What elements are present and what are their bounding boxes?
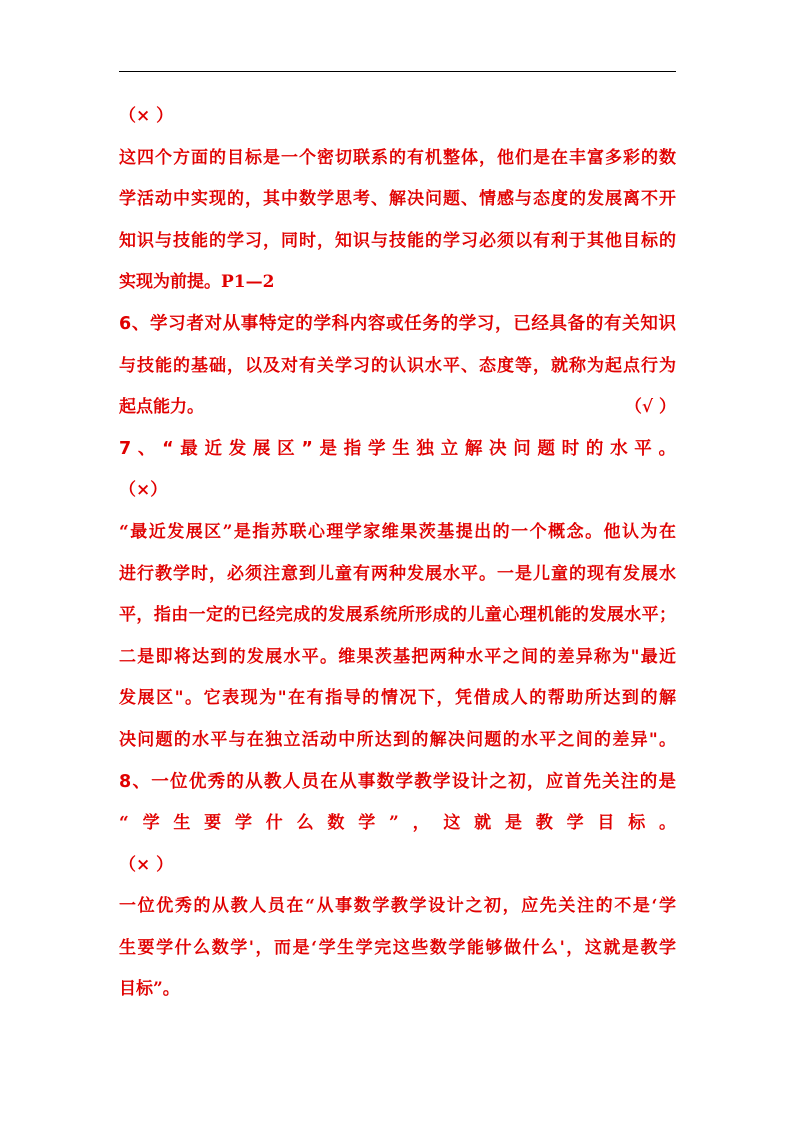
- q8-explanation-line-2: 生要学什么数学'，而是‘学生学完这些数学能够做什么'，这就是教学: [119, 937, 676, 958]
- q5-explanation-line-2: 学活动中实现的，其中数学思考、解决问题、情感与态度的发展离不开: [119, 189, 676, 210]
- q7-explanation-line-6: 决问题的水平与在独立活动中所达到的解决问题的水平之间的差异"。: [119, 729, 676, 750]
- q5-answer-mark: （× ）: [119, 106, 174, 126]
- header-rule: [119, 71, 676, 72]
- q6-answer-mark: （√ ）: [624, 397, 676, 418]
- q7-explanation-line-4: 二是即将达到的发展水平。维果茨基把两种水平之间的差异称为"最近: [119, 646, 676, 667]
- q7-explanation-line-2: 进行教学时，必须注意到儿童有两种发展水平。一是儿童的现有发展水: [119, 563, 676, 584]
- q8-explanation-line-1: 一位优秀的从教人员在“从事数学教学设计之初，应先关注的不是‘学: [119, 896, 676, 917]
- q7-explanation-line-3: 平，指由一定的已经完成的发展系统所形成的儿童心理机能的发展水平；: [119, 605, 676, 626]
- question-8-line-1: 8、一位优秀的从教人员在从事数学教学设计之初，应首先关注的是: [119, 771, 676, 792]
- q8-answer-mark: （× ）: [119, 854, 174, 875]
- q7-explanation-line-1: “最近发展区”是指苏联心理学家维果茨基提出的一个概念。他认为在: [119, 521, 676, 542]
- question-6-line-1: 6、学习者对从事特定的学科内容或任务的学习，已经具备的有关知识: [119, 313, 676, 334]
- q7-explanation-line-5: 发展区"。它表现为"在有指导的情况下，凭借成人的帮助所达到的解: [119, 688, 676, 709]
- question-6-line-2: 与技能的基础，以及对有关学习的认识水平、态度等，就称为起点行为: [119, 355, 676, 376]
- document-body: [119, 96, 676, 1011]
- question-6-line-3-text: 起点能力。: [119, 397, 204, 418]
- q5-explanation-line-1: 这四个方面的目标是一个密切联系的有机整体，他们是在丰富多彩的数: [119, 147, 676, 168]
- q5-explanation-line-3: 知识与技能的学习，同时，知识与技能的学习必须以有利于其他目标的: [119, 230, 676, 251]
- q8-explanation-line-3: 目标”。: [119, 979, 180, 1000]
- question-6-line-3: [119, 387, 676, 429]
- question-7-line-1: 7、“最近发展区”是指学生独立解决问题时的水平。: [119, 438, 676, 459]
- q7-answer-mark: （×）: [119, 480, 168, 501]
- question-8-line-2: “学生要学什么数学”，这就是教学目标。: [119, 813, 676, 834]
- q5-explanation-line-4: 实现为前提。P1—2: [119, 272, 275, 293]
